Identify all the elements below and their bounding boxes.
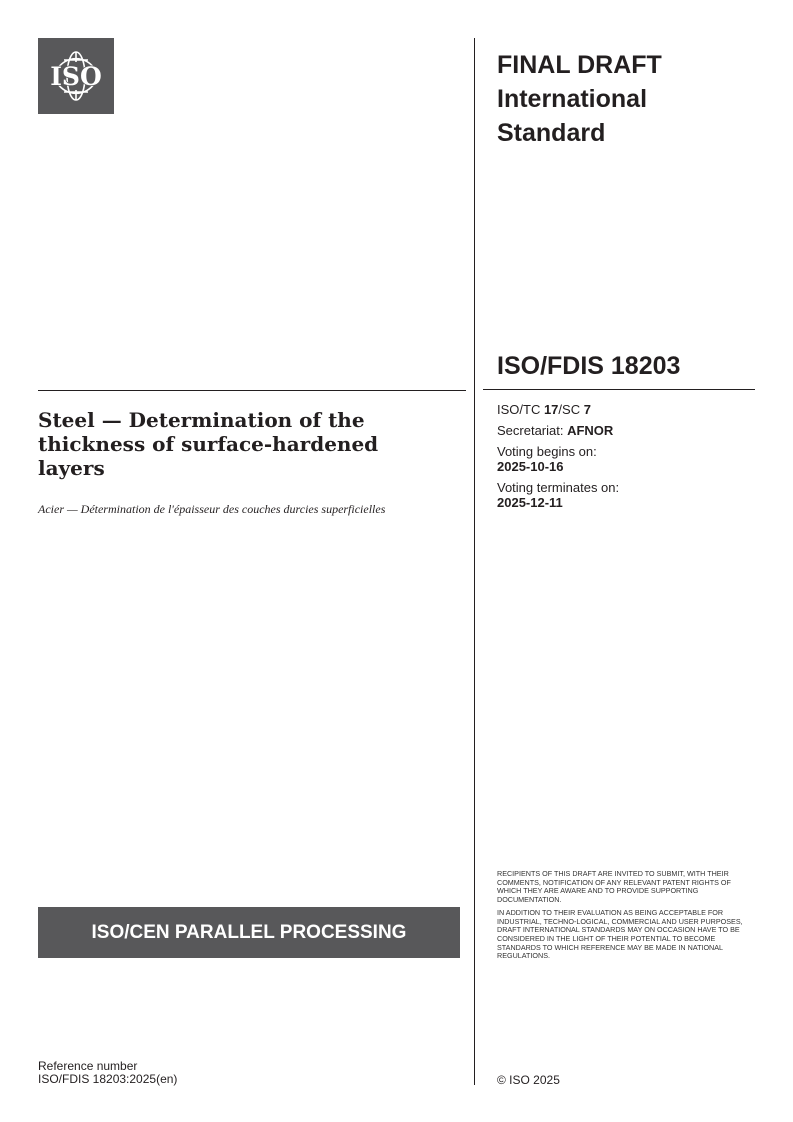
committee (497, 402, 619, 417)
parallel-processing-banner: ISO/CEN PARALLEL PROCESSING (38, 907, 460, 958)
reference-label: Reference number (38, 1059, 138, 1073)
voting-begins-label: Voting begins on: (497, 444, 597, 459)
sc-number: 7 (583, 402, 591, 417)
notice-paragraph: RECIPIENTS OF THIS DRAFT ARE INVITED TO SUBMIT, WITH THEIR COMMENTS, NOTIFICATION OF ANY RELEVANT PATENT RIGHTS OF WHICH THEY ARE AWARE AND TO PROVIDE SUPPORTING DOCUMENTATION. (497, 869, 731, 905)
document-meta (497, 402, 619, 516)
voting-begins (497, 444, 619, 474)
voting-begins-date: 2025-10-16 (497, 459, 564, 474)
iso-logo (38, 38, 114, 114)
document-title: Steel — Determination of the thickness of surface-hardened layers (38, 408, 379, 480)
copyright: © ISO 2025 (497, 1073, 560, 1087)
sc-prefix: /SC (558, 402, 584, 417)
svg-text:ISO: ISO (50, 62, 102, 91)
reference-value: ISO/FDIS 18203:2025(en) (38, 1072, 178, 1086)
committee-prefix: ISO/TC (497, 402, 544, 417)
vertical-divider (474, 38, 475, 1085)
secretariat-value: AFNOR (567, 423, 614, 438)
type-line-1: International (497, 85, 648, 113)
tc-number: 17 (543, 402, 559, 417)
secretariat-label: Secretariat: (497, 423, 568, 438)
document-stage (497, 48, 662, 150)
type-line-2: Standard (497, 119, 606, 147)
left-divider (38, 390, 466, 391)
draft-notice (497, 870, 757, 965)
right-divider (483, 389, 755, 390)
voting-terminates (497, 480, 619, 510)
voting-terminates-label: Voting terminates on: (497, 480, 620, 495)
reference-number (38, 1060, 177, 1086)
secretariat (497, 423, 619, 438)
notice-paragraph: IN ADDITION TO THEIR EVALUATION AS BEING ACCEPTABLE FOR INDUSTRIAL, TECHNO-LOGICAL, COMMERCIAL AND USER PURPOSES, DRAFT INTERNATIONAL STANDARDS MAY ON OCCASION HAVE TO BE CONSIDERED IN THE LIGHT OF THEIR POTENTIAL TO BECOME STANDARDS TO WHICH REFERENCE MAY BE MADE IN NATIONAL REGULATIONS. (497, 907, 743, 961)
voting-terminates-date: 2025-12-11 (497, 495, 563, 510)
stage-label: FINAL DRAFT (497, 51, 662, 79)
document-number: ISO/FDIS 18203 (497, 352, 681, 380)
french-title: Acier — Détermination de l'épaisseur des couches durcies superficielles (38, 502, 386, 516)
